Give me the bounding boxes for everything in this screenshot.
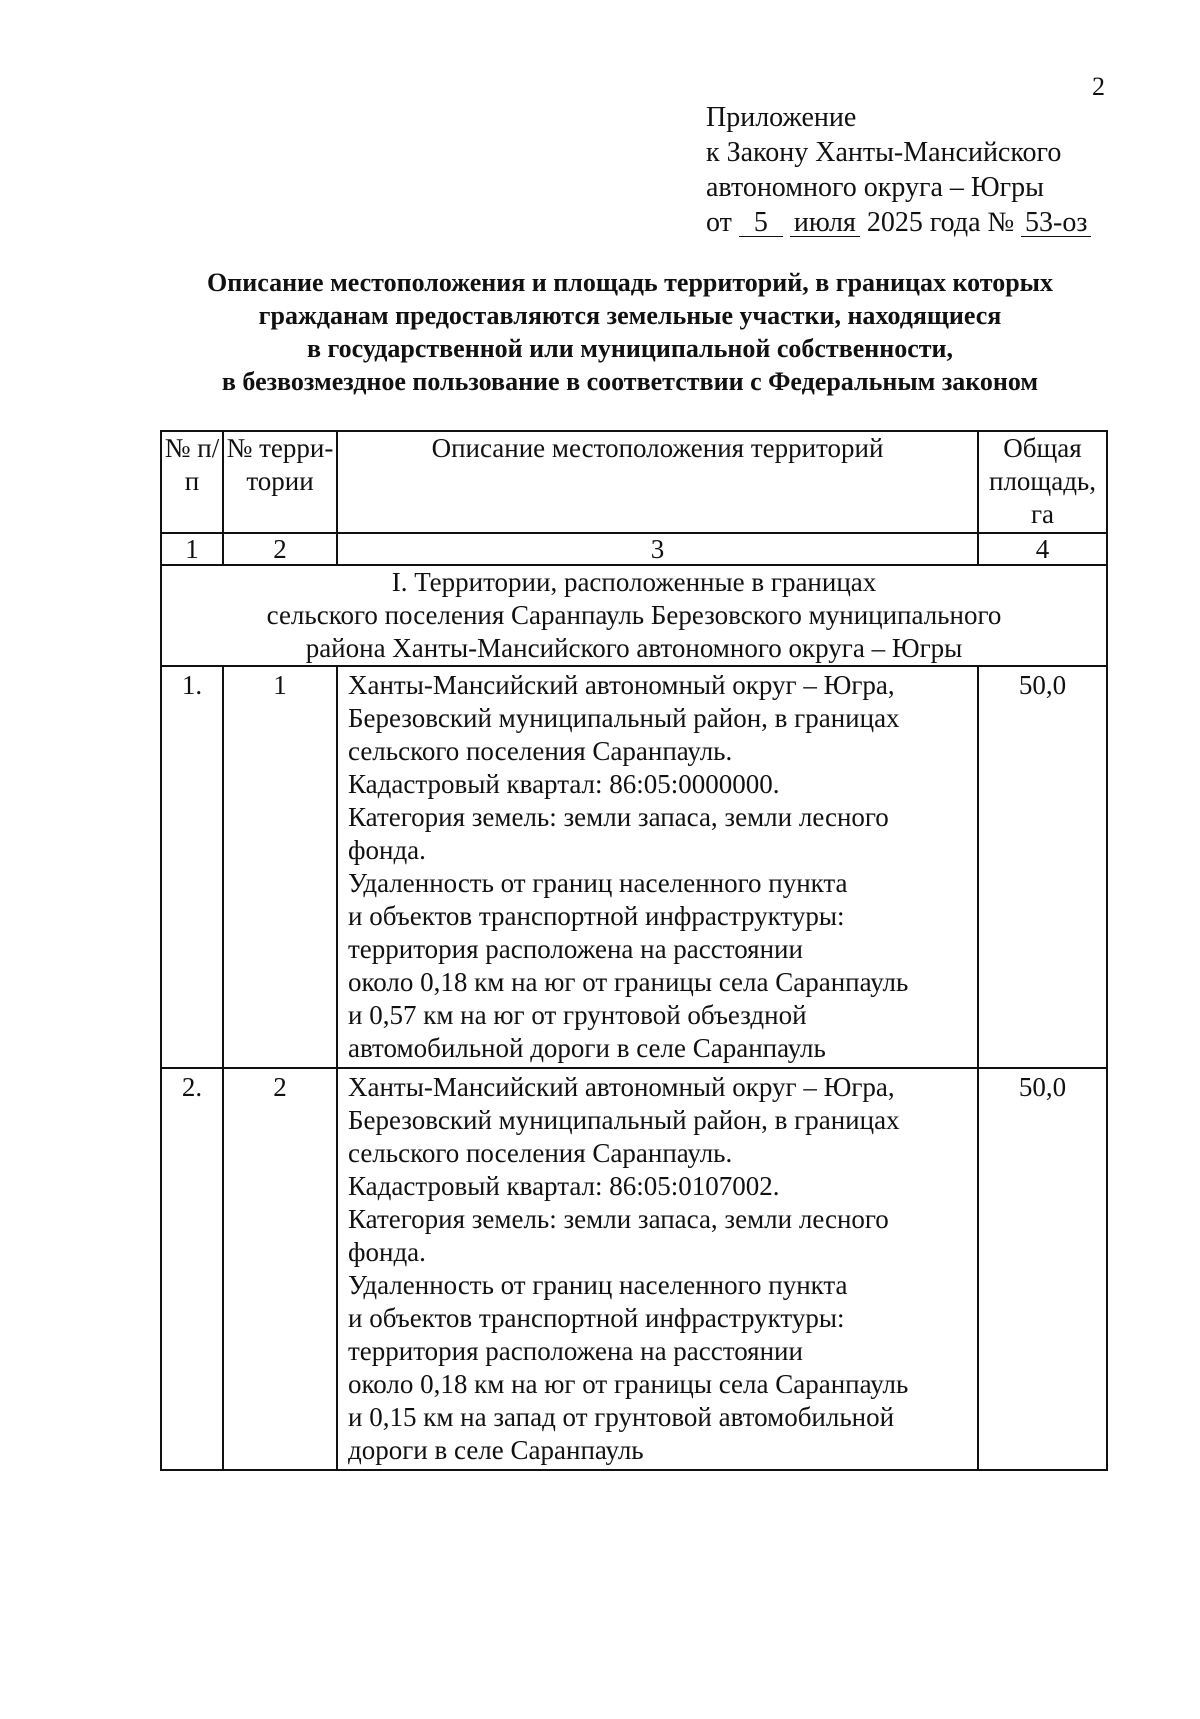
description-line: фонда. xyxy=(348,835,426,865)
section-row xyxy=(161,565,1107,666)
description-line: территория расположена на расстоянии xyxy=(348,1336,803,1366)
header-num: № п/п xyxy=(161,431,223,533)
description-line: сельского поселения Саранпауль. xyxy=(348,1138,733,1168)
description-line: Удаленность от границ населенного пункта xyxy=(348,868,848,898)
header-description: Описание местоположения территорий xyxy=(337,431,978,533)
date-prefix: от xyxy=(706,207,732,238)
table-header-row xyxy=(161,431,1107,533)
row-description xyxy=(337,666,978,1068)
description-line: и объектов транспортной инфраструктуры: xyxy=(348,1303,845,1333)
description-line: Категория земель: земли запаса, земли лесного xyxy=(348,802,889,832)
description-line: Кадастровый квартал: 86:05:0107002. xyxy=(348,1171,780,1201)
appendix-line: Приложение xyxy=(706,102,857,133)
description-line: автомобильной дороги в селе Саранпауль xyxy=(348,1033,826,1063)
description-line: Березовский муниципальный район, в границах xyxy=(348,1105,900,1135)
description-line: дороги в селе Саранпауль xyxy=(348,1435,644,1465)
description-line: и объектов транспортной инфраструктуры: xyxy=(348,901,845,931)
title-line: в государственной или муниципальной собственности, xyxy=(306,334,954,363)
territories-table xyxy=(160,430,1108,1471)
description-line: Ханты-Мансийский автономный округ – Югра, xyxy=(348,1072,895,1102)
appendix-block xyxy=(706,100,1091,240)
section-title-line: района Ханты-Мансийского автономного округа – Югры xyxy=(305,633,963,663)
row-territory: 1 xyxy=(223,666,337,1068)
row-num: 2. xyxy=(161,1068,223,1470)
date-year: 2025 года № xyxy=(866,207,1015,238)
title-line: в безвозмездное пользование в соответствии с Федеральным законом xyxy=(221,367,1039,396)
table-row xyxy=(161,1068,1107,1470)
column-index: 4 xyxy=(978,533,1107,565)
description-line: Удаленность от границ населенного пункта xyxy=(348,1270,848,1300)
section-title-line: сельского поселения Саранпауль Березовского муниципального xyxy=(266,600,1002,630)
row-num: 1. xyxy=(161,666,223,1068)
description-line: и 0,57 км на юг от грунтовой объездной xyxy=(348,1000,807,1030)
column-index: 3 xyxy=(337,533,978,565)
column-index: 2 xyxy=(223,533,337,565)
section-title-line: I. Территории, расположенные в границах xyxy=(391,567,877,597)
description-line: и 0,15 км на запад от грунтовой автомобильной xyxy=(348,1402,895,1432)
description-line: около 0,18 км на юг от границы села Саранпауль xyxy=(348,1369,909,1399)
row-territory: 2 xyxy=(223,1068,337,1470)
appendix-line: к Закону Ханты-Мансийского xyxy=(706,137,1062,168)
row-area: 50,0 xyxy=(978,1068,1107,1470)
appendix-line: автономного округа – Югры xyxy=(706,172,1044,203)
page-number: 2 xyxy=(1092,72,1105,101)
date-month: июля xyxy=(790,210,860,237)
appendix-date-line xyxy=(706,205,1091,240)
description-line: Ханты-Мансийский автономный округ – Югра, xyxy=(348,670,895,700)
column-index-row xyxy=(161,533,1107,565)
section-title xyxy=(161,565,1107,666)
description-line: фонда. xyxy=(348,1237,426,1267)
row-area: 50,0 xyxy=(978,666,1107,1068)
column-index: 1 xyxy=(161,533,223,565)
document-title xyxy=(150,266,1110,398)
law-number: 53-оз xyxy=(1021,210,1091,237)
table-row xyxy=(161,666,1107,1068)
description-line: Кадастровый квартал: 86:05:0000000. xyxy=(348,769,780,799)
title-line: Описание местоположения и площадь территорий, в границах которых xyxy=(207,268,1053,297)
date-day: 5 xyxy=(739,210,783,237)
header-territory: № терри-тории xyxy=(223,431,337,533)
description-line: около 0,18 км на юг от границы села Саранпауль xyxy=(348,967,909,997)
description-line: Категория земель: земли запаса, земли лесного xyxy=(348,1204,889,1234)
row-description xyxy=(337,1068,978,1470)
description-line: Березовский муниципальный район, в границах xyxy=(348,703,900,733)
header-area: Общая площадь, га xyxy=(978,431,1107,533)
description-line: сельского поселения Саранпауль. xyxy=(348,736,733,766)
description-line: территория расположена на расстоянии xyxy=(348,934,803,964)
title-line: гражданам предоставляются земельные участки, находящиеся xyxy=(258,301,1002,330)
